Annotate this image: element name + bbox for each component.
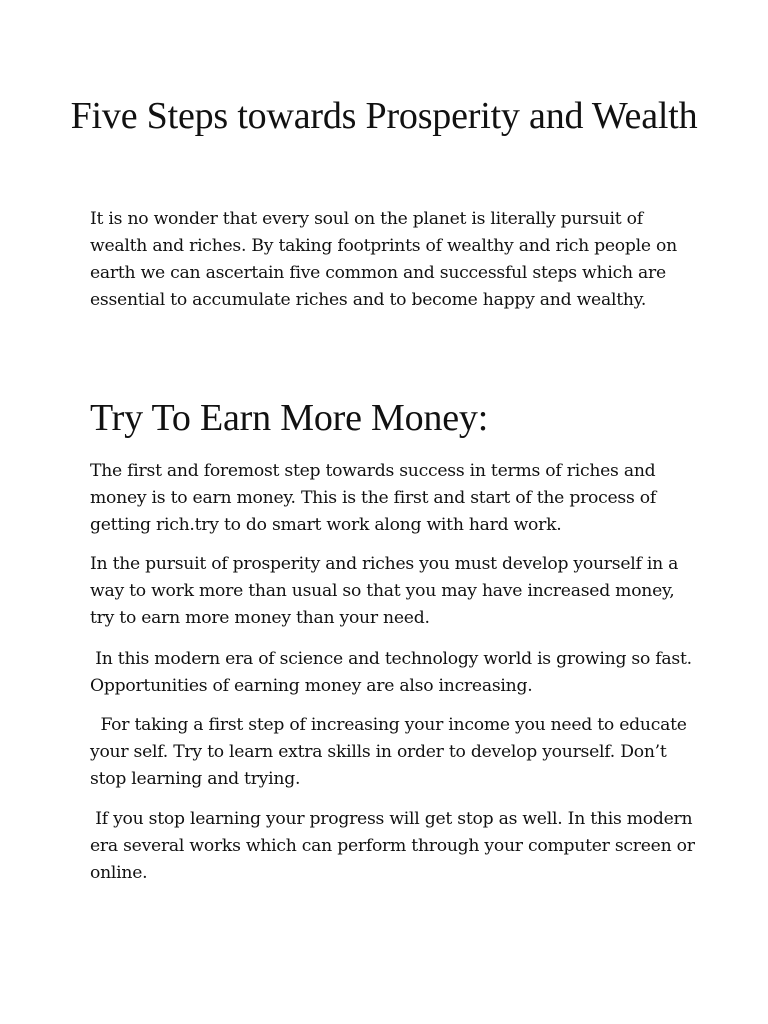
body-paragraph-4: For taking a first step of increasing your income you need to educate your self. Try to learn extra skills in order to develop yourself. Don’t stop learning and trying. (90, 715, 692, 789)
document-title: Five Steps towards Prosperity and Wealth (70, 95, 698, 137)
section-heading: Try To Earn More Money: (90, 397, 489, 439)
body-paragraph-1: The first and foremost step towards success in terms of riches and money is to earn money. This is the first and start of the process of getting rich.try to do smart work along with hard work. (90, 461, 662, 535)
body-paragraph-5: If you stop learning your progress will get stop as well. In this modern era several works which can perform through your computer screen or online. (90, 809, 700, 883)
intro-paragraph: It is no wonder that every soul on the planet is literally pursuit of wealth and riches. By taking footprints of wealthy and rich people on earth we can ascertain five common and successful steps which are essential to accumulate riches and to become happy and wealthy. (90, 209, 683, 310)
body-paragraph-2: In the pursuit of prosperity and riches you must develop yourself in a way to work more than usual so that you may have increased money, try to earn more money than your need. (90, 554, 684, 628)
body-paragraph-3: In this modern era of science and technology world is growing so fast. Opportunities of earning money are also increasing. (90, 649, 698, 696)
